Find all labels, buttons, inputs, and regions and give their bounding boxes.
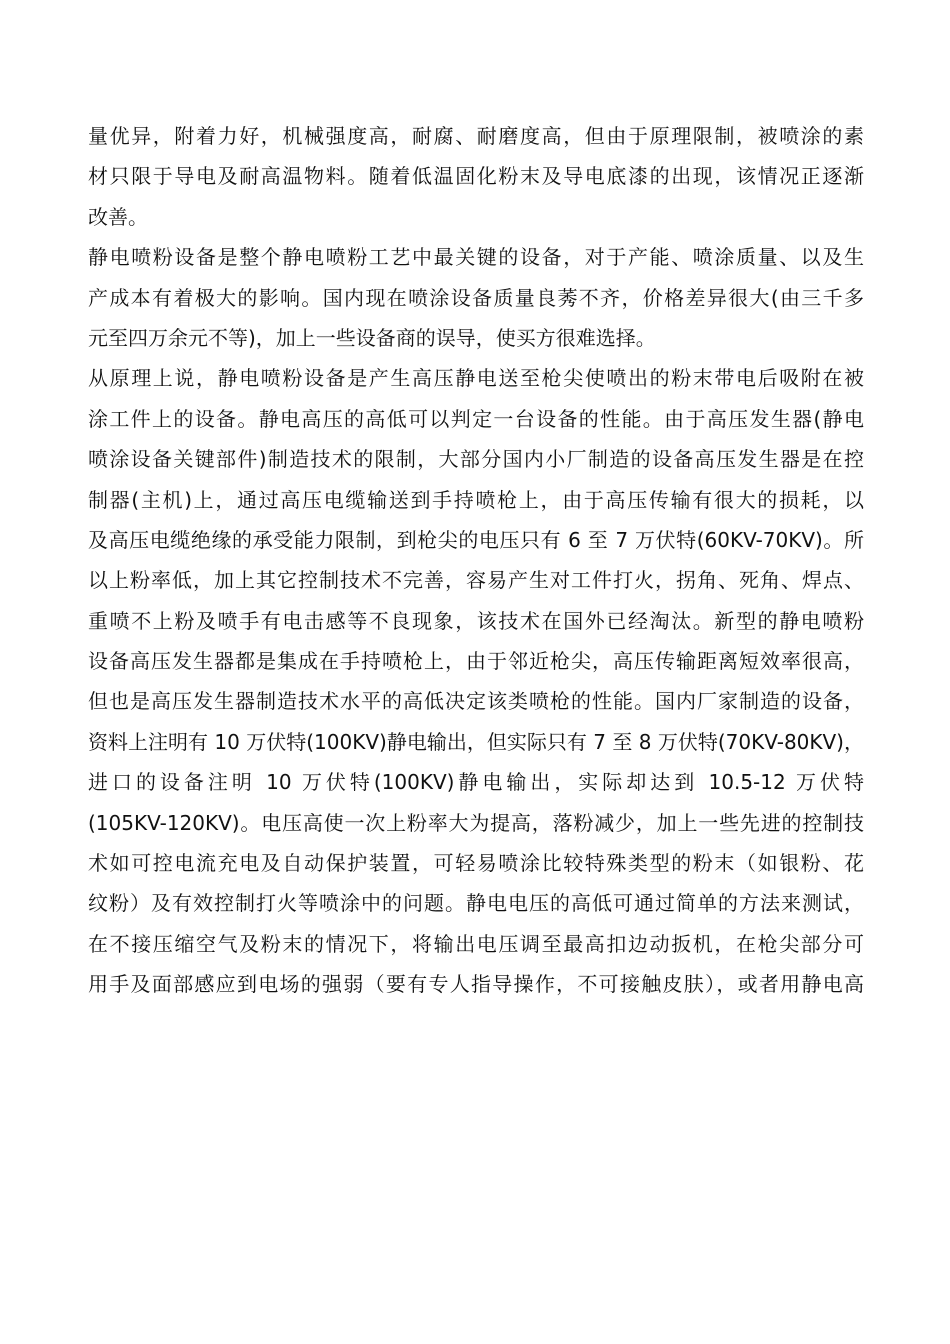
text-line: 但也是高压发生器制造技术水平的高低决定该类喷枪的性能。国内厂家制造的设备， xyxy=(88,689,864,714)
document-body xyxy=(88,116,864,1005)
text-line: 用手及面部感应到电场的强弱（要有专人指导操作，不可接触皮肤），或者用静电高 xyxy=(88,972,864,997)
text-line: 在不接压缩空气及粉末的情况下，将输出电压调至最高扣边动扳机，在枪尖部分可 xyxy=(88,931,864,956)
text-line: 制器(主机)上，通过高压电缆输送到手持喷枪上，由于高压传输有很大的损耗，以 xyxy=(88,487,864,512)
text-line: 进口的设备注明 10 万伏特(100KV)静电输出，实际却达到 10.5-12 万伏特 xyxy=(88,770,864,795)
text-line: 以上粉率低，加上其它控制技术不完善，容易产生对工件打火，拐角、死角、焊点、 xyxy=(88,568,864,593)
text-line: 静电喷粉设备是整个静电喷粉工艺中最关键的设备，对于产能、喷涂质量、以及生 xyxy=(88,245,864,270)
text-line: 从原理上说，静电喷粉设备是产生高压静电送至枪尖使喷出的粉末带电后吸附在被 xyxy=(88,366,864,391)
text-line: 喷涂设备关键部件)制造技术的限制，大部分国内小厂制造的设备高压发生器是在控 xyxy=(88,447,864,472)
text-line: 改善。 xyxy=(88,204,148,229)
text-line: 资料上注明有 10 万伏特(100KV)静电输出，但实际只有 7 至 8 万伏特(70KV-80KV)， xyxy=(88,729,864,754)
text-line: 涂工件上的设备。静电高压的高低可以判定一台设备的性能。由于高压发生器(静电 xyxy=(88,406,864,431)
text-line: (105KV-120KV)。电压高使一次上粉率大为提高，落粉减少，加上一些先进的控制技 xyxy=(88,810,864,835)
text-line: 及高压电缆绝缘的承受能力限制，到枪尖的电压只有 6 至 7 万伏特(60KV-70KV)。所 xyxy=(88,527,864,552)
text-line: 术如可控电流充电及自动保护装置，可轻易喷涂比较特殊类型的粉末（如银粉、花 xyxy=(88,851,864,876)
text-line: 元至四万余元不等)，加上一些设备商的误导，使买方很难选择。 xyxy=(88,325,656,350)
text-line: 量优异，附着力好，机械强度高，耐腐、耐磨度高，但由于原理限制，被喷涂的素 xyxy=(88,124,864,148)
text-line: 设备高压发生器都是集成在手持喷枪上，由于邻近枪尖，高压传输距离短效率很高， xyxy=(88,649,864,674)
text-line: 材只限于导电及耐高温物料。随着低温固化粉末及导电底漆的出现，该情况正逐渐 xyxy=(88,164,864,189)
text-line: 产成本有着极大的影响。国内现在喷涂设备质量良莠不齐，价格差异很大(由三千多 xyxy=(88,285,864,310)
text-line: 纹粉）及有效控制打火等喷涂中的问题。静电电压的高低可通过简单的方法来测试， xyxy=(88,891,864,916)
text-line: 重喷不上粉及喷手有电击感等不良现象，该技术在国外已经淘汰。新型的静电喷粉 xyxy=(88,608,864,633)
